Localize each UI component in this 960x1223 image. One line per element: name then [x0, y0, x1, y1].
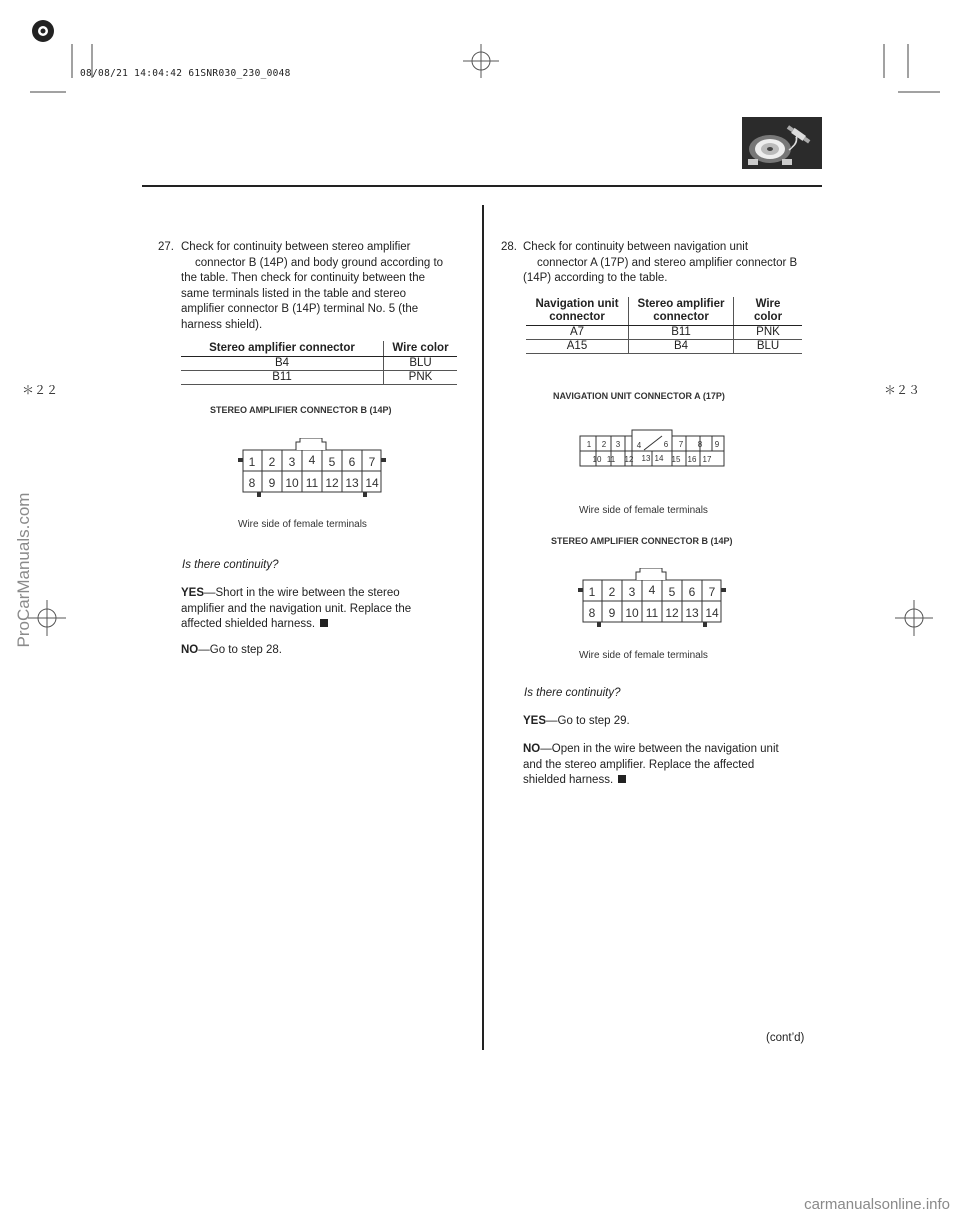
- pin-label: 4: [308, 453, 316, 467]
- table-header: Wire color: [734, 297, 803, 326]
- pin-label: 5: [328, 455, 336, 469]
- amp-connector-caption: Wire side of female terminals: [579, 650, 708, 661]
- pin-label: 12: [325, 476, 339, 490]
- pin-label: 6: [348, 455, 356, 469]
- table-row: B11 PNK: [181, 371, 457, 385]
- pin-label: 12: [665, 606, 679, 620]
- pin-label: 8: [588, 606, 596, 620]
- stereo-amp-connector-b-diagram: [238, 438, 388, 498]
- step-28-text: Check for continuity between navigation unit connector A (17P) and stereo amplifier connector B (14P) according to the table.: [523, 241, 798, 284]
- no-label: NO: [523, 743, 541, 755]
- pin-label: 2: [268, 455, 276, 469]
- pin-label: 1: [248, 455, 256, 469]
- pin-label: 13: [641, 454, 651, 463]
- table-header: Stereo amplifier connector: [181, 341, 384, 357]
- pin-label: 3: [288, 455, 296, 469]
- pin-label: 1: [588, 585, 596, 599]
- step-27-connector-title: STEREO AMPLIFIER CONNECTOR B (14P): [210, 405, 392, 415]
- step-27-no-block: NO—Go to step 28.: [181, 644, 282, 656]
- table-row: A15 B4 BLU: [526, 340, 802, 354]
- yes-label: YES: [523, 715, 547, 727]
- pin-label: 6: [663, 440, 669, 449]
- pin-label: 3: [628, 585, 636, 599]
- pin-label: 9: [608, 606, 616, 620]
- header-rule: [142, 185, 822, 187]
- step-28-number: 28.: [501, 241, 517, 253]
- step-27-wire-table: [181, 341, 457, 385]
- step-27-number: 27.: [158, 241, 174, 253]
- pin-label: 2: [601, 440, 607, 449]
- step-27-text: Check for continuity between stereo amplifier connector B (14P) and body ground according to the table. Then check for continuity between the same terminals listed in the table and stereo amplifier connector B (14P) terminal No. 5 (the harness shield).: [181, 241, 444, 331]
- left-crosshair-icon: [0, 590, 70, 650]
- step-28-yes-block: YES—Go to step 29.: [523, 715, 630, 727]
- pin-label: 10: [625, 606, 639, 620]
- column-divider: [482, 205, 484, 1050]
- step-28-table-wrap: [526, 297, 802, 354]
- pin-label: 4: [636, 441, 642, 450]
- crosshair-icon: [463, 44, 499, 78]
- pin-label: 8: [248, 476, 256, 490]
- navigation-unit-connector-a-diagram: [578, 428, 728, 472]
- pin-label: 2: [608, 585, 616, 599]
- end-marker-icon: [618, 775, 626, 783]
- pin-label: 17: [702, 455, 712, 464]
- nav-connector-title: NAVIGATION UNIT CONNECTOR A (17P): [553, 391, 725, 401]
- pin-label: 13: [685, 606, 699, 620]
- continued-note: (cont’d): [766, 1032, 805, 1044]
- pin-label: 11: [645, 606, 659, 620]
- pin-label: 1: [586, 440, 592, 449]
- table-header: Navigation unit connector: [526, 297, 629, 326]
- pin-label: 12: [624, 455, 634, 464]
- table-header: Stereo amplifier connector: [629, 297, 734, 326]
- pin-label: 14: [654, 454, 664, 463]
- right-margin-mark: ＊２３: [884, 383, 921, 397]
- end-marker-icon: [320, 619, 328, 627]
- side-watermark: ProCarManuals.com: [14, 492, 33, 648]
- step-27-yes-block: YES—Short in the wire between the stereo amplifier and the navigation unit. Replace the affected shielded harness.: [181, 587, 412, 630]
- registration-target-icon: [32, 20, 54, 42]
- step-27-table-wrap: [181, 341, 457, 385]
- step-27-question: Is there continuity?: [182, 559, 279, 571]
- pin-label: 7: [368, 455, 376, 469]
- pin-label: 16: [687, 455, 697, 464]
- amp-connector-title: STEREO AMPLIFIER CONNECTOR B (14P): [551, 536, 733, 546]
- table-header: Wire color: [384, 341, 458, 357]
- right-crosshair-icon: [890, 590, 960, 650]
- nav-connector-caption: Wire side of female terminals: [579, 505, 708, 516]
- print-registration-marks: [0, 0, 960, 110]
- bottom-watermark: carmanualsonline.info: [804, 1196, 950, 1213]
- pin-label: 3: [615, 440, 621, 449]
- pin-label: 15: [671, 455, 681, 464]
- pin-label: 7: [678, 440, 684, 449]
- table-row: A7 B11 PNK: [526, 326, 802, 340]
- pin-label: 10: [592, 455, 602, 464]
- pin-label: 11: [606, 455, 616, 464]
- step-28-question: Is there continuity?: [524, 687, 621, 699]
- pin-label: 9: [268, 476, 276, 490]
- stereo-amp-connector-b-diagram-2: [578, 568, 728, 628]
- no-label: NO: [181, 644, 199, 656]
- pin-label: 7: [708, 585, 716, 599]
- pin-label: 13: [345, 476, 359, 490]
- step-28-wire-table: [526, 297, 802, 354]
- step-27-connector-caption: Wire side of female terminals: [238, 519, 367, 530]
- yes-label: YES: [181, 587, 205, 599]
- print-stamp: 08/08/21 14:04:42 61SNR030_230_0048: [80, 68, 291, 79]
- left-margin-mark: ＊２２: [22, 383, 59, 397]
- table-row: B4 BLU: [181, 357, 457, 371]
- pin-label: 10: [285, 476, 299, 490]
- pin-label: 6: [688, 585, 696, 599]
- pin-label: 14: [365, 476, 379, 490]
- pin-label: 9: [714, 440, 720, 449]
- pin-label: 5: [668, 585, 676, 599]
- audio-navigation-section-icon: [742, 117, 822, 169]
- pin-label: 4: [648, 583, 656, 597]
- pin-label: 8: [697, 440, 703, 449]
- step-28-no-block: NO—Open in the wire between the navigation unit and the stereo amplifier. Replace the affected shielded harness.: [523, 743, 779, 786]
- pin-label: 14: [705, 606, 719, 620]
- pin-label: 11: [305, 476, 319, 490]
